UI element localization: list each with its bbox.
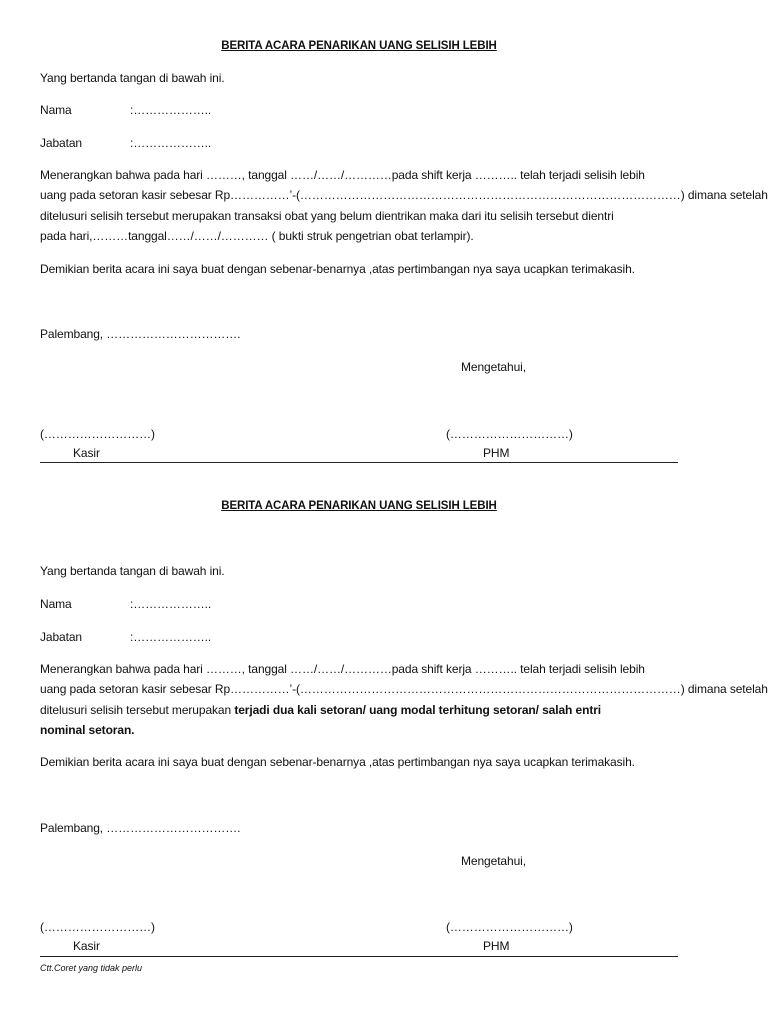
section2-nama-label: Nama bbox=[40, 597, 72, 611]
section1-nama-value: :……………….. bbox=[130, 103, 212, 117]
section1-role-kasir: Kasir bbox=[73, 446, 100, 460]
section2-title: BERITA ACARA PENARIKAN UANG SELISIH LEBIH bbox=[221, 500, 497, 512]
section2-signature-phm: (…………………………) bbox=[446, 920, 573, 934]
section1-jabatan-value: :……………….. bbox=[130, 136, 212, 150]
footer-note: Ctt.Coret yang tidak perlu bbox=[40, 963, 143, 973]
section1-title: BERITA ACARA PENARIKAN UANG SELISIH LEBIH bbox=[221, 40, 497, 52]
section1-paragraph-line2: uang pada setoran kasir sebesar Rp……………’-(……………………………………………………………………………………) dimana setelah bbox=[40, 188, 768, 202]
section1-acknowledge: Mengetahui, bbox=[461, 360, 526, 374]
section2-closing: Demikian berita acara ini saya buat dengan sebenar-benarnya ,atas pertimbangan nya saya ucapkan terimakasih. bbox=[40, 755, 635, 769]
section2-place-date: Palembang, ……………………………. bbox=[40, 821, 241, 835]
section-divider bbox=[40, 462, 678, 463]
section2-paragraph-line3-bold: terjadi dua kali setoran/ uang modal terhitung setoran/ salah entri bbox=[234, 703, 602, 717]
section1-paragraph-line4: pada hari,………tanggal……/……/………… ( bukti struk pengetrian obat terlampir). bbox=[40, 229, 474, 243]
section2-paragraph-line1: Menerangkan bahwa pada hari ………, tanggal ……/……/…………pada shift kerja ……….. telah terjadi selisih lebih bbox=[40, 662, 645, 676]
section2-jabatan-label: Jabatan bbox=[40, 630, 83, 644]
section1-paragraph-line3: ditelusuri selisih tersebut merupakan transaksi obat yang belum dientrikan maka dari itu selisih tersebut dientri bbox=[40, 209, 614, 223]
section2-paragraph-line3 bbox=[40, 702, 601, 718]
section2-acknowledge: Mengetahui, bbox=[461, 854, 526, 868]
section1-nama-label: Nama bbox=[40, 103, 72, 117]
section2-role-kasir: Kasir bbox=[73, 939, 100, 953]
section2-paragraph-line2: uang pada setoran kasir sebesar Rp……………’-(……………………………………………………………………………………) dimana setelah bbox=[40, 682, 768, 696]
section2-role-phm: PHM bbox=[483, 939, 510, 953]
section2-paragraph-line4: nominal setoran. bbox=[40, 723, 135, 737]
section1-intro: Yang bertanda tangan di bawah ini. bbox=[40, 71, 225, 85]
section2-nama-value: :……………….. bbox=[130, 597, 212, 611]
section1-signature-phm: (…………………………) bbox=[446, 427, 573, 441]
bottom-divider bbox=[40, 956, 678, 957]
section2-jabatan-value: :……………….. bbox=[130, 630, 212, 644]
section1-paragraph-line1: Menerangkan bahwa pada hari ………, tanggal ……/……/…………pada shift kerja ……….. telah terjadi selisih lebih bbox=[40, 168, 645, 182]
section1-closing: Demikian berita acara ini saya buat dengan sebenar-benarnya ,atas pertimbangan nya saya ucapkan terimakasih. bbox=[40, 262, 635, 276]
section2-signature-kasir: (………………………) bbox=[40, 920, 155, 934]
section1-signature-kasir: (………………………) bbox=[40, 427, 155, 441]
section1-place-date: Palembang, ……………………………. bbox=[40, 327, 241, 341]
section2-paragraph-line3-prefix: ditelusuri selisih tersebut merupakan bbox=[40, 703, 235, 717]
section1-jabatan-label: Jabatan bbox=[40, 136, 83, 150]
section1-role-phm: PHM bbox=[483, 446, 510, 460]
section2-intro: Yang bertanda tangan di bawah ini. bbox=[40, 564, 225, 578]
